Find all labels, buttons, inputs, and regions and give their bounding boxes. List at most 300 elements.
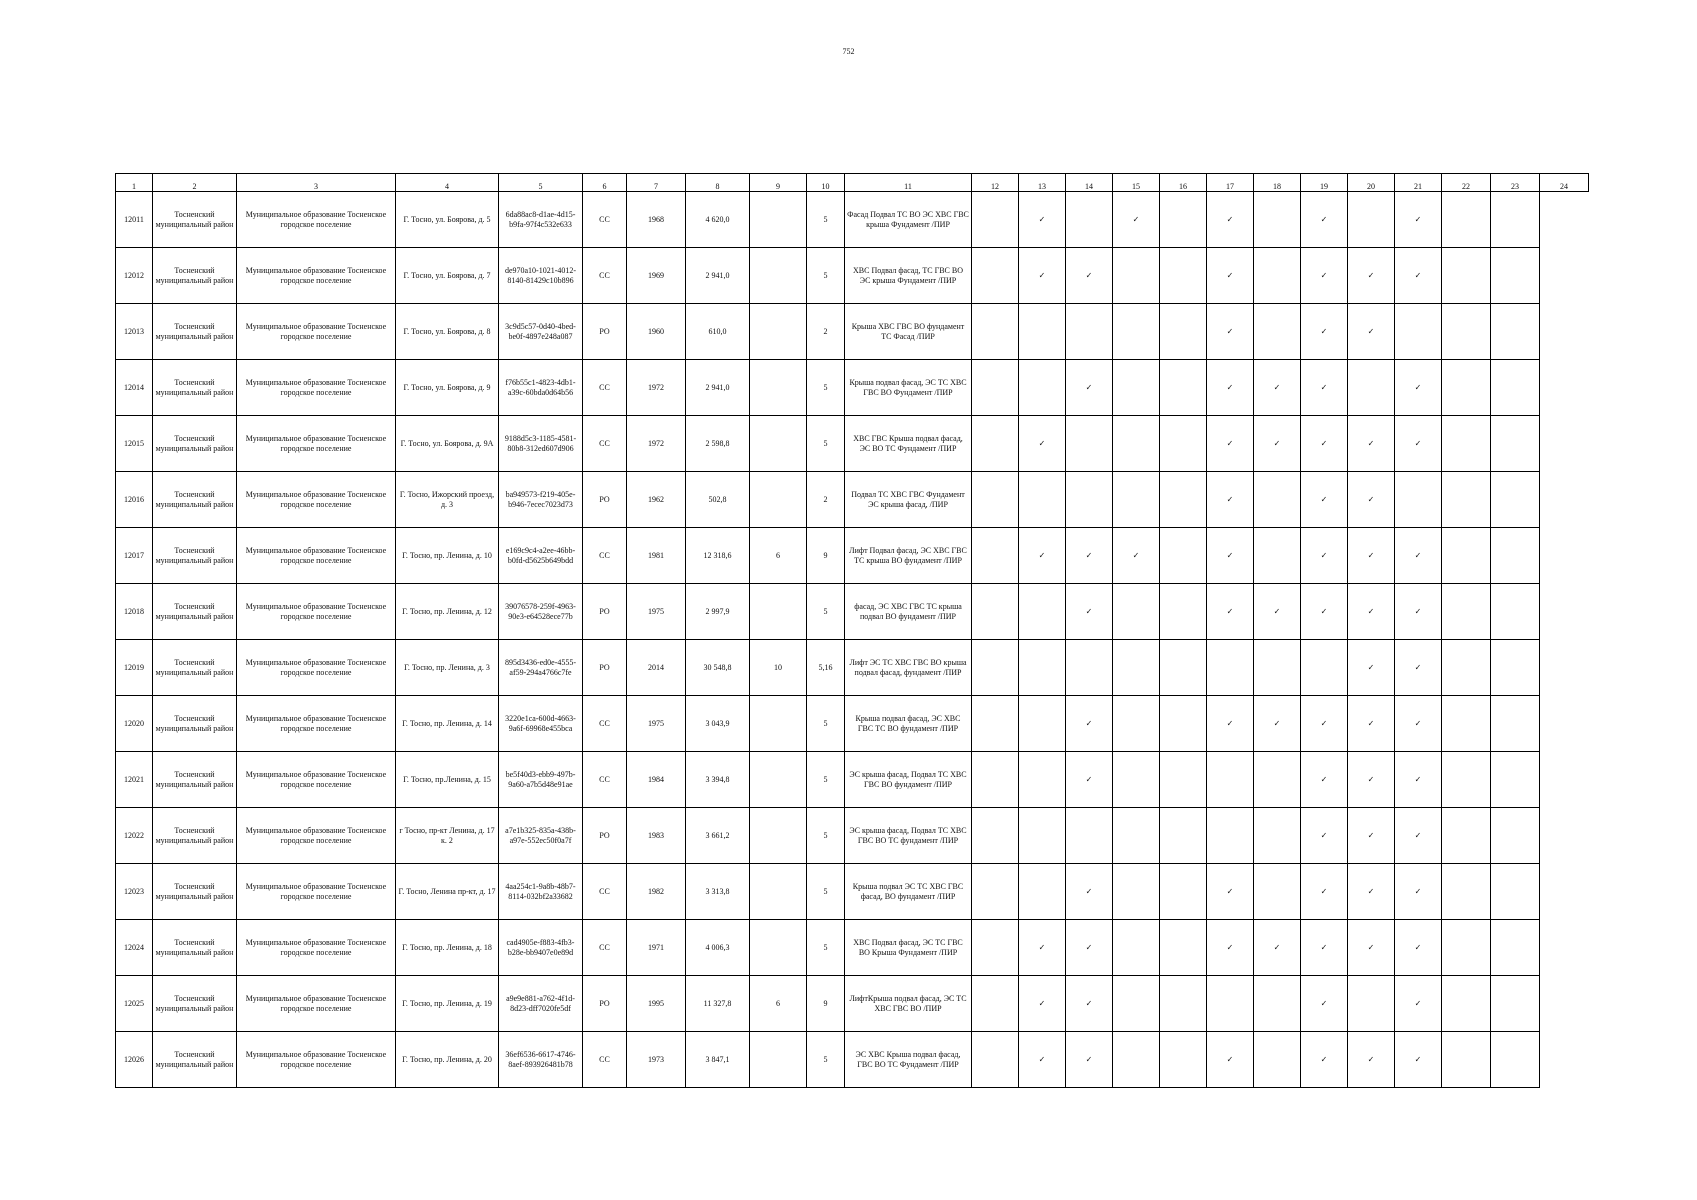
column-header-6: 6 bbox=[583, 174, 627, 192]
municipality-name: Муниципальное образование Тосненское городское поселение bbox=[237, 248, 396, 304]
works-list: Крыша подвал ЭС ТС ХВС ГВС фасад, ВО фундамент /ПИР bbox=[845, 864, 972, 920]
municipality-name: Муниципальное образование Тосненское городское поселение bbox=[237, 304, 396, 360]
work-mark-col-18: ✓ bbox=[1254, 584, 1301, 640]
column-header-24: 24 bbox=[1540, 174, 1589, 192]
elevator-count bbox=[750, 248, 807, 304]
work-mark-col-20: ✓ bbox=[1348, 752, 1395, 808]
work-mark-col-20 bbox=[1348, 360, 1395, 416]
work-mark-col-15 bbox=[1113, 640, 1160, 696]
work-mark-col-20: ✓ bbox=[1348, 920, 1395, 976]
column-header-15: 15 bbox=[1113, 174, 1160, 192]
work-mark-col-14: ✓ bbox=[1066, 584, 1113, 640]
work-mark-col-18 bbox=[1254, 640, 1301, 696]
floor-count: 5 bbox=[807, 192, 845, 248]
house-address: Г. Тосно, Ижорский проезд, д. 3 bbox=[396, 472, 499, 528]
district-name: Тосненский муниципальный район bbox=[153, 192, 237, 248]
work-mark-col-19: ✓ bbox=[1301, 976, 1348, 1032]
work-mark-col-15 bbox=[1113, 864, 1160, 920]
municipality-name: Муниципальное образование Тосненское городское поселение bbox=[237, 192, 396, 248]
work-mark-col-21: ✓ bbox=[1395, 752, 1442, 808]
work-mark-col-16 bbox=[1160, 920, 1207, 976]
work-mark-col-15: ✓ bbox=[1113, 192, 1160, 248]
work-mark-col-23 bbox=[1491, 192, 1540, 248]
column-number-row bbox=[116, 174, 1589, 192]
work-mark-col-21: ✓ bbox=[1395, 416, 1442, 472]
total-area: 610,0 bbox=[686, 304, 750, 360]
house-id: 12013 bbox=[116, 304, 153, 360]
table-row bbox=[116, 1032, 1589, 1088]
elevator-count bbox=[750, 360, 807, 416]
house-address: Г. Тосно, пр. Ленина, д. 18 bbox=[396, 920, 499, 976]
work-mark-col-18: ✓ bbox=[1254, 416, 1301, 472]
elevator-count: 6 bbox=[750, 976, 807, 1032]
district-name: Тосненский муниципальный район bbox=[153, 920, 237, 976]
house-id: 12021 bbox=[116, 752, 153, 808]
work-mark-col-21: ✓ bbox=[1395, 1032, 1442, 1088]
column-header-10: 10 bbox=[807, 174, 845, 192]
work-mark-col-19: ✓ bbox=[1301, 1032, 1348, 1088]
work-mark-col-14: ✓ bbox=[1066, 360, 1113, 416]
build-year: 2014 bbox=[627, 640, 686, 696]
work-mark-col-19: ✓ bbox=[1301, 472, 1348, 528]
work-mark-col-19: ✓ bbox=[1301, 808, 1348, 864]
works-list: Крыша подвал фасад, ЭС ТС ХВС ГВС ВО Фундамент /ПИР bbox=[845, 360, 972, 416]
work-mark-col-20 bbox=[1348, 976, 1395, 1032]
total-area: 4 006,3 bbox=[686, 920, 750, 976]
work-mark-col-15 bbox=[1113, 1032, 1160, 1088]
work-mark-col-18: ✓ bbox=[1254, 696, 1301, 752]
build-year: 1982 bbox=[627, 864, 686, 920]
work-mark-col-23 bbox=[1491, 584, 1540, 640]
column-header-2: 2 bbox=[153, 174, 237, 192]
floor-count: 5,16 bbox=[807, 640, 845, 696]
municipality-name: Муниципальное образование Тосненское городское поселение bbox=[237, 920, 396, 976]
build-year: 1960 bbox=[627, 304, 686, 360]
house-address: Г. Тосно, пр. Ленина, д. 12 bbox=[396, 584, 499, 640]
work-mark-col-18 bbox=[1254, 528, 1301, 584]
work-mark-col-18: ✓ bbox=[1254, 920, 1301, 976]
works-list: ЭС крыша фасад, Подвал ТС ХВС ГВС ВО фундамент /ПИР bbox=[845, 752, 972, 808]
wall-material: СС bbox=[583, 752, 627, 808]
column-header-12: 12 bbox=[972, 174, 1019, 192]
house-guid: 4aa254c1-9a8b-48b7-8114-032bf2a33682 bbox=[499, 864, 583, 920]
work-mark-col-16 bbox=[1160, 752, 1207, 808]
work-mark-col-17: ✓ bbox=[1207, 472, 1254, 528]
column-header-4: 4 bbox=[396, 174, 499, 192]
work-mark-col-21: ✓ bbox=[1395, 584, 1442, 640]
work-mark-col-22 bbox=[1442, 808, 1491, 864]
work-mark-col-21: ✓ bbox=[1395, 808, 1442, 864]
work-mark-col-17: ✓ bbox=[1207, 248, 1254, 304]
total-area: 502,8 bbox=[686, 472, 750, 528]
column-header-17: 17 bbox=[1207, 174, 1254, 192]
work-mark-col-14 bbox=[1066, 192, 1113, 248]
work-mark-col-17: ✓ bbox=[1207, 1032, 1254, 1088]
wall-material: СС bbox=[583, 1032, 627, 1088]
works-list: Лифт ЭС ТС ХВС ГВС ВО крыша подвал фасад, фундамент /ПИР bbox=[845, 640, 972, 696]
work-mark-col-21: ✓ bbox=[1395, 640, 1442, 696]
house-guid: 9188d5c3-1185-4581-80b8-312ed607d906 bbox=[499, 416, 583, 472]
column-header-20: 20 bbox=[1348, 174, 1395, 192]
work-mark-col-13: ✓ bbox=[1019, 248, 1066, 304]
build-year: 1975 bbox=[627, 584, 686, 640]
work-mark-col-19: ✓ bbox=[1301, 584, 1348, 640]
table-body bbox=[116, 192, 1589, 1088]
work-mark-col-21 bbox=[1395, 472, 1442, 528]
house-id: 12023 bbox=[116, 864, 153, 920]
work-mark-col-14: ✓ bbox=[1066, 528, 1113, 584]
municipality-name: Муниципальное образование Тосненское городское поселение bbox=[237, 1032, 396, 1088]
works-list: ЭС крыша фасад, Подвал ТС ХВС ГВС ВО ТС фундамент /ПИР bbox=[845, 808, 972, 864]
work-mark-col-23 bbox=[1491, 1032, 1540, 1088]
work-mark-col-15 bbox=[1113, 920, 1160, 976]
work-mark-col-18 bbox=[1254, 976, 1301, 1032]
build-year: 1972 bbox=[627, 360, 686, 416]
works-list: ХВС ГВС Крыша подвал фасад, ЭС ВО ТС Фундамент /ПИР bbox=[845, 416, 972, 472]
work-mark-col-21: ✓ bbox=[1395, 192, 1442, 248]
column-header-8: 8 bbox=[686, 174, 750, 192]
work-mark-col-13 bbox=[1019, 752, 1066, 808]
house-id: 12017 bbox=[116, 528, 153, 584]
work-mark-col-21: ✓ bbox=[1395, 248, 1442, 304]
work-mark-col-14 bbox=[1066, 472, 1113, 528]
house-id: 12026 bbox=[116, 1032, 153, 1088]
elevator-count bbox=[750, 864, 807, 920]
work-mark-col-13 bbox=[1019, 472, 1066, 528]
works-list: ХВС Подвал фасад, ЭС ТС ГВС ВО Крыша Фундамент /ПИР bbox=[845, 920, 972, 976]
work-mark-col-22 bbox=[1442, 1032, 1491, 1088]
work-mark-col-13 bbox=[1019, 360, 1066, 416]
works-list: Фасад Подвал ТС ВО ЭС ХВС ГВС крыша Фундамент /ПИР bbox=[845, 192, 972, 248]
work-mark-col-19: ✓ bbox=[1301, 304, 1348, 360]
work-mark-col-15 bbox=[1113, 808, 1160, 864]
works-list: фасад, ЭС ХВС ГВС ТС крыша подвал ВО фундамент /ПИР bbox=[845, 584, 972, 640]
municipality-name: Муниципальное образование Тосненское городское поселение bbox=[237, 584, 396, 640]
house-id: 12012 bbox=[116, 248, 153, 304]
work-mark-col-17 bbox=[1207, 640, 1254, 696]
district-name: Тосненский муниципальный район bbox=[153, 360, 237, 416]
work-mark-col-17: ✓ bbox=[1207, 864, 1254, 920]
work-mark-col-21: ✓ bbox=[1395, 360, 1442, 416]
work-mark-col-23 bbox=[1491, 528, 1540, 584]
house-address: Г. Тосно, Ленина пр-кт, д. 17 bbox=[396, 864, 499, 920]
elevator-count bbox=[750, 808, 807, 864]
work-mark-col-14: ✓ bbox=[1066, 752, 1113, 808]
house-id: 12019 bbox=[116, 640, 153, 696]
district-name: Тосненский муниципальный район bbox=[153, 248, 237, 304]
works-list: Крыша подвал фасад, ЭС ХВС ГВС ТС ВО фундамент /ПИР bbox=[845, 696, 972, 752]
total-area: 3 847,1 bbox=[686, 1032, 750, 1088]
work-mark-col-23 bbox=[1491, 752, 1540, 808]
work-mark-col-12 bbox=[972, 192, 1019, 248]
floor-count: 5 bbox=[807, 920, 845, 976]
work-mark-col-23 bbox=[1491, 808, 1540, 864]
elevator-count bbox=[750, 752, 807, 808]
work-mark-col-23 bbox=[1491, 920, 1540, 976]
build-year: 1972 bbox=[627, 416, 686, 472]
build-year: 1969 bbox=[627, 248, 686, 304]
work-mark-col-16 bbox=[1160, 696, 1207, 752]
work-mark-col-22 bbox=[1442, 192, 1491, 248]
district-name: Тосненский муниципальный район bbox=[153, 640, 237, 696]
page-number: 752 bbox=[842, 47, 855, 56]
floor-count: 5 bbox=[807, 416, 845, 472]
house-id: 12020 bbox=[116, 696, 153, 752]
wall-material: СС bbox=[583, 696, 627, 752]
house-id: 12015 bbox=[116, 416, 153, 472]
column-header-16: 16 bbox=[1160, 174, 1207, 192]
floor-count: 5 bbox=[807, 584, 845, 640]
work-mark-col-19: ✓ bbox=[1301, 248, 1348, 304]
work-mark-col-14: ✓ bbox=[1066, 696, 1113, 752]
work-mark-col-18 bbox=[1254, 472, 1301, 528]
column-header-7: 7 bbox=[627, 174, 686, 192]
work-mark-col-15 bbox=[1113, 976, 1160, 1032]
column-header-1: 1 bbox=[116, 174, 153, 192]
work-mark-col-22 bbox=[1442, 696, 1491, 752]
floor-count: 5 bbox=[807, 248, 845, 304]
work-mark-col-16 bbox=[1160, 640, 1207, 696]
elevator-count bbox=[750, 1032, 807, 1088]
municipality-name: Муниципальное образование Тосненское городское поселение bbox=[237, 696, 396, 752]
work-mark-col-22 bbox=[1442, 920, 1491, 976]
floor-count: 5 bbox=[807, 808, 845, 864]
column-header-19: 19 bbox=[1301, 174, 1348, 192]
elevator-count bbox=[750, 192, 807, 248]
district-name: Тосненский муниципальный район bbox=[153, 696, 237, 752]
work-mark-col-12 bbox=[972, 472, 1019, 528]
work-mark-col-17: ✓ bbox=[1207, 584, 1254, 640]
work-mark-col-21: ✓ bbox=[1395, 528, 1442, 584]
work-mark-col-22 bbox=[1442, 976, 1491, 1032]
work-mark-col-20: ✓ bbox=[1348, 864, 1395, 920]
floor-count: 9 bbox=[807, 528, 845, 584]
work-mark-col-22 bbox=[1442, 472, 1491, 528]
work-mark-col-12 bbox=[972, 1032, 1019, 1088]
municipality-name: Муниципальное образование Тосненское городское поселение bbox=[237, 808, 396, 864]
house-address: г Тосно, пр-кт Ленина, д. 17 к. 2 bbox=[396, 808, 499, 864]
wall-material: РО bbox=[583, 584, 627, 640]
works-list: Подвал ТС ХВС ГВС Фундамент ЭС крыша фасад, /ПИР bbox=[845, 472, 972, 528]
municipality-name: Муниципальное образование Тосненское городское поселение bbox=[237, 360, 396, 416]
work-mark-col-14 bbox=[1066, 304, 1113, 360]
column-header-5: 5 bbox=[499, 174, 583, 192]
table-row bbox=[116, 304, 1589, 360]
work-mark-col-15 bbox=[1113, 304, 1160, 360]
work-mark-col-20: ✓ bbox=[1348, 696, 1395, 752]
work-mark-col-16 bbox=[1160, 360, 1207, 416]
house-guid: e169c9c4-a2ee-46bb-b0fd-d5625b649bdd bbox=[499, 528, 583, 584]
build-year: 1984 bbox=[627, 752, 686, 808]
work-mark-col-17: ✓ bbox=[1207, 304, 1254, 360]
work-mark-col-23 bbox=[1491, 248, 1540, 304]
work-mark-col-22 bbox=[1442, 584, 1491, 640]
district-name: Тосненский муниципальный район bbox=[153, 808, 237, 864]
house-id: 12025 bbox=[116, 976, 153, 1032]
work-mark-col-18 bbox=[1254, 304, 1301, 360]
build-year: 1983 bbox=[627, 808, 686, 864]
district-name: Тосненский муниципальный район bbox=[153, 752, 237, 808]
work-mark-col-19: ✓ bbox=[1301, 528, 1348, 584]
table-row bbox=[116, 920, 1589, 976]
work-mark-col-17 bbox=[1207, 752, 1254, 808]
work-mark-col-20: ✓ bbox=[1348, 248, 1395, 304]
table-row bbox=[116, 976, 1589, 1032]
floor-count: 5 bbox=[807, 696, 845, 752]
work-mark-col-14: ✓ bbox=[1066, 248, 1113, 304]
work-mark-col-12 bbox=[972, 696, 1019, 752]
wall-material: СС bbox=[583, 416, 627, 472]
wall-material: РО bbox=[583, 640, 627, 696]
table-row bbox=[116, 472, 1589, 528]
work-mark-col-23 bbox=[1491, 472, 1540, 528]
work-mark-col-22 bbox=[1442, 528, 1491, 584]
work-mark-col-16 bbox=[1160, 192, 1207, 248]
work-mark-col-21 bbox=[1395, 304, 1442, 360]
house-guid: a9e9e881-a762-4f1d-8d23-dff7020fe5df bbox=[499, 976, 583, 1032]
work-mark-col-17 bbox=[1207, 976, 1254, 1032]
work-mark-col-20: ✓ bbox=[1348, 528, 1395, 584]
district-name: Тосненский муниципальный район bbox=[153, 976, 237, 1032]
house-guid: 39076578-259f-4963-90e3-e64528ece77b bbox=[499, 584, 583, 640]
work-mark-col-13 bbox=[1019, 304, 1066, 360]
wall-material: СС bbox=[583, 360, 627, 416]
table-row bbox=[116, 696, 1589, 752]
house-address: Г. Тосно, пр. Ленина, д. 14 bbox=[396, 696, 499, 752]
work-mark-col-21: ✓ bbox=[1395, 864, 1442, 920]
wall-material: СС bbox=[583, 920, 627, 976]
wall-material: СС bbox=[583, 248, 627, 304]
build-year: 1981 bbox=[627, 528, 686, 584]
house-guid: a7e1b325-835a-438b-a97e-552ec50f0a7f bbox=[499, 808, 583, 864]
work-mark-col-19: ✓ bbox=[1301, 696, 1348, 752]
column-header-9: 9 bbox=[750, 174, 807, 192]
work-mark-col-16 bbox=[1160, 584, 1207, 640]
work-mark-col-22 bbox=[1442, 640, 1491, 696]
work-mark-col-23 bbox=[1491, 416, 1540, 472]
work-mark-col-19: ✓ bbox=[1301, 864, 1348, 920]
district-name: Тосненский муниципальный район bbox=[153, 584, 237, 640]
table-row bbox=[116, 640, 1589, 696]
work-mark-col-14 bbox=[1066, 416, 1113, 472]
work-mark-col-13: ✓ bbox=[1019, 976, 1066, 1032]
floor-count: 5 bbox=[807, 752, 845, 808]
elevator-count bbox=[750, 472, 807, 528]
work-mark-col-19: ✓ bbox=[1301, 192, 1348, 248]
work-mark-col-20: ✓ bbox=[1348, 584, 1395, 640]
house-address: Г. Тосно, ул. Боярова, д. 8 bbox=[396, 304, 499, 360]
house-guid: f76b55c1-4823-4db1-a39c-60bda0d64b56 bbox=[499, 360, 583, 416]
column-header-18: 18 bbox=[1254, 174, 1301, 192]
works-list: ХВС Подвал фасад, ТС ГВС ВО ЭС крыша Фундамент /ПИР bbox=[845, 248, 972, 304]
work-mark-col-16 bbox=[1160, 808, 1207, 864]
house-id: 12014 bbox=[116, 360, 153, 416]
work-mark-col-13 bbox=[1019, 640, 1066, 696]
municipality-name: Муниципальное образование Тосненское городское поселение bbox=[237, 640, 396, 696]
work-mark-col-18 bbox=[1254, 192, 1301, 248]
build-year: 1975 bbox=[627, 696, 686, 752]
wall-material: РО bbox=[583, 472, 627, 528]
work-mark-col-17: ✓ bbox=[1207, 920, 1254, 976]
work-mark-col-16 bbox=[1160, 1032, 1207, 1088]
work-mark-col-20: ✓ bbox=[1348, 1032, 1395, 1088]
wall-material: СС bbox=[583, 192, 627, 248]
wall-material: СС bbox=[583, 864, 627, 920]
work-mark-col-23 bbox=[1491, 976, 1540, 1032]
wall-material: РО bbox=[583, 976, 627, 1032]
work-mark-col-13: ✓ bbox=[1019, 528, 1066, 584]
house-guid: 895d3436-ed0e-4555-af59-294a4766c7fe bbox=[499, 640, 583, 696]
municipality-name: Муниципальное образование Тосненское городское поселение bbox=[237, 752, 396, 808]
work-mark-col-15 bbox=[1113, 360, 1160, 416]
work-mark-col-16 bbox=[1160, 528, 1207, 584]
work-mark-col-12 bbox=[972, 360, 1019, 416]
elevator-count: 10 bbox=[750, 640, 807, 696]
works-list: ЭС ХВС Крыша подвал фасад, ГВС ВО ТС Фундамент /ПИР bbox=[845, 1032, 972, 1088]
total-area: 11 327,8 bbox=[686, 976, 750, 1032]
floor-count: 9 bbox=[807, 976, 845, 1032]
work-mark-col-20: ✓ bbox=[1348, 416, 1395, 472]
work-mark-col-20: ✓ bbox=[1348, 808, 1395, 864]
total-area: 30 548,8 bbox=[686, 640, 750, 696]
work-mark-col-21: ✓ bbox=[1395, 696, 1442, 752]
work-mark-col-15 bbox=[1113, 696, 1160, 752]
work-mark-col-15 bbox=[1113, 472, 1160, 528]
wall-material: РО bbox=[583, 808, 627, 864]
house-address: Г. Тосно, пр. Ленина, д. 3 bbox=[396, 640, 499, 696]
wall-material: РО bbox=[583, 304, 627, 360]
works-list: Крыша ХВС ГВС ВО фундамент ТС Фасад /ПИР bbox=[845, 304, 972, 360]
work-mark-col-18 bbox=[1254, 248, 1301, 304]
work-mark-col-23 bbox=[1491, 864, 1540, 920]
work-mark-col-19 bbox=[1301, 640, 1348, 696]
work-mark-col-17: ✓ bbox=[1207, 360, 1254, 416]
work-mark-col-12 bbox=[972, 304, 1019, 360]
work-mark-col-16 bbox=[1160, 304, 1207, 360]
work-mark-col-13: ✓ bbox=[1019, 192, 1066, 248]
work-mark-col-12 bbox=[972, 808, 1019, 864]
column-header-13: 13 bbox=[1019, 174, 1066, 192]
work-mark-col-12 bbox=[972, 752, 1019, 808]
floor-count: 2 bbox=[807, 472, 845, 528]
work-mark-col-13 bbox=[1019, 584, 1066, 640]
house-address: Г. Тосно, ул. Боярова, д. 9А bbox=[396, 416, 499, 472]
work-mark-col-19: ✓ bbox=[1301, 920, 1348, 976]
municipality-name: Муниципальное образование Тосненское городское поселение bbox=[237, 472, 396, 528]
work-mark-col-14: ✓ bbox=[1066, 864, 1113, 920]
district-name: Тосненский муниципальный район bbox=[153, 1032, 237, 1088]
work-mark-col-16 bbox=[1160, 864, 1207, 920]
build-year: 1995 bbox=[627, 976, 686, 1032]
work-mark-col-17: ✓ bbox=[1207, 192, 1254, 248]
work-mark-col-12 bbox=[972, 864, 1019, 920]
work-mark-col-14: ✓ bbox=[1066, 1032, 1113, 1088]
column-header-14: 14 bbox=[1066, 174, 1113, 192]
table-row bbox=[116, 864, 1589, 920]
house-guid: ba949573-f219-405e-b946-7ecec7023d73 bbox=[499, 472, 583, 528]
column-header-21: 21 bbox=[1395, 174, 1442, 192]
work-mark-col-19: ✓ bbox=[1301, 416, 1348, 472]
column-header-3: 3 bbox=[237, 174, 396, 192]
work-mark-col-13 bbox=[1019, 696, 1066, 752]
work-mark-col-12 bbox=[972, 528, 1019, 584]
total-area: 3 313,8 bbox=[686, 864, 750, 920]
house-address: Г. Тосно, ул. Боярова, д. 5 bbox=[396, 192, 499, 248]
work-mark-col-15: ✓ bbox=[1113, 528, 1160, 584]
work-mark-col-19: ✓ bbox=[1301, 360, 1348, 416]
work-mark-col-16 bbox=[1160, 472, 1207, 528]
floor-count: 2 bbox=[807, 304, 845, 360]
